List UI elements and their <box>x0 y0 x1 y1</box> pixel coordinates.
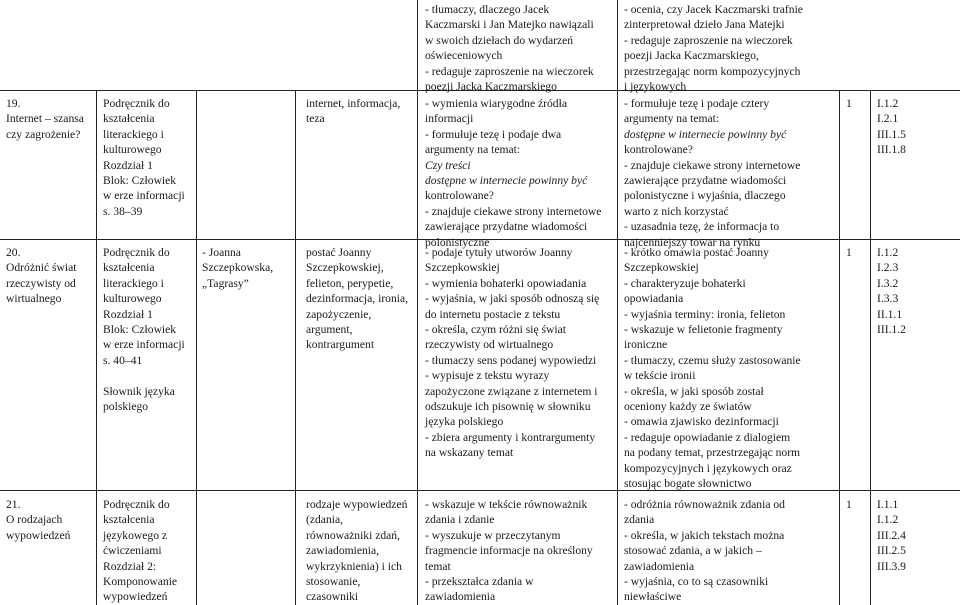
cell-line: O rodzajach <box>6 513 63 527</box>
cell-line: zawiadomienia <box>425 590 496 604</box>
cell-line: III.1.8 <box>877 143 906 157</box>
cell-line: Internet – szansa <box>6 112 84 126</box>
row-21-basic-req-cell <box>425 497 593 605</box>
cell-line: dostępne w internecie powinny być <box>624 127 787 141</box>
cell-line: - wyjaśnia, co to są czasowniki <box>624 575 769 589</box>
cell-line: II.1.1 <box>877 307 903 321</box>
cell-line: - wyjaśnia terminy: ironia, felieton <box>624 307 786 321</box>
cell-line: 1 <box>846 97 852 110</box>
cell-line: - redaguje zaproszenie na wieczorek <box>425 64 594 78</box>
cell-line: postać Joanny <box>306 246 372 259</box>
cell-line: na wskazany temat <box>425 446 514 460</box>
cell-line: wirtualnego <box>6 292 62 306</box>
cell-line: najcenniejszy towar na rynku <box>624 235 761 249</box>
top-basic-req-cell <box>425 2 594 94</box>
cell-line: odszukuje ich pisownię w słowniku <box>425 400 591 414</box>
cell-line: polskiego <box>103 400 149 414</box>
cell-line: III.3.9 <box>877 559 906 573</box>
cell-line: - redaguje zaproszenie na wieczorek <box>624 33 793 47</box>
cell-line: I.3.2 <box>877 276 899 290</box>
cell-line: - tłumaczy sens podanej wypowiedzi <box>425 353 597 367</box>
cell-line: - ocenia, czy Jacek Kaczmarski trafnie <box>624 3 803 16</box>
cell-line: 1 <box>846 246 852 259</box>
cell-line: literackiego i <box>103 127 164 141</box>
cell-line: „Tagrasy” <box>202 276 249 290</box>
cell-line: zawiadomienia <box>624 559 695 573</box>
cell-line: - krótko omawia postać Joanny <box>624 246 769 259</box>
cell-line: poezji Jacka Kaczmarskiego, <box>624 49 759 63</box>
cell-line: temat <box>425 559 451 573</box>
cell-line: dezinformacja, ironia, <box>306 292 409 306</box>
cell-line: stosować zdania, a w jakich – <box>624 544 762 558</box>
row-21-topic-cell <box>6 497 70 543</box>
cell-line: rodzaje wypowiedzeń <box>306 498 408 511</box>
column-divider <box>295 90 296 605</box>
cell-line: Szczepkowskiej <box>624 261 699 275</box>
cell-line: (zdania, <box>306 513 344 527</box>
cell-line: rzeczywisty od <box>6 276 76 290</box>
cell-line: - tłumaczy, dlaczego Jacek <box>425 3 550 16</box>
row-21-textbook-cell <box>103 497 177 605</box>
cell-line: kontrargument <box>306 338 375 352</box>
cell-line: kontrolowane? <box>624 143 693 157</box>
cell-line: III.1.5 <box>877 127 906 141</box>
cell-line: - wymienia wiarygodne źródła <box>425 97 567 110</box>
cell-line: poezji Jacka Kaczmarskiego <box>425 80 557 94</box>
cell-line: Podręcznik do <box>103 246 170 259</box>
cell-line: - redaguje opowiadanie z dialogiem <box>624 430 791 444</box>
cell-line: zdania <box>624 513 655 527</box>
cell-line: - wypisuje z tekstu wyrazy <box>425 369 550 383</box>
cell-line: - omawia zjawisko dezinformacji <box>624 415 779 429</box>
cell-line: Rozdział 1 <box>103 307 153 321</box>
cell-line: równoważniki zdań, <box>306 528 401 542</box>
cell-line: dostępne w internecie powinny być <box>425 174 588 188</box>
cell-line: i językowych <box>624 80 687 94</box>
cell-line: zdania i zdanie <box>425 513 495 527</box>
cell-line: - wskazuje w felietonie fragmenty <box>624 323 783 337</box>
cell-line: opowiadania <box>624 292 684 306</box>
cell-line <box>103 368 185 383</box>
cell-line: zawierające przydatne wiadomości <box>624 174 787 188</box>
cell-line: - przekształca zdania w <box>425 575 534 589</box>
cell-line: Szczepkowskiej <box>425 261 500 275</box>
cell-line: wykrzyknienia) i ich <box>306 559 402 573</box>
cell-line: - podaje tytuły utworów Joanny <box>425 246 573 259</box>
cell-line: - formułuje tezę i podaje dwa <box>425 127 562 141</box>
cell-line: internet, informacja, <box>306 97 401 110</box>
row-21-concepts-cell <box>306 497 407 605</box>
cell-line: argument, <box>306 323 353 337</box>
row-19-topic-cell <box>6 96 84 142</box>
cell-line: - wskazuje w tekście równoważnik <box>425 498 588 511</box>
cell-line: przestrzegając norm kompozycyjnych <box>624 64 801 78</box>
column-divider <box>96 90 97 605</box>
cell-line: I.1.2 <box>877 97 899 110</box>
row-19-curriculum-ref-cell <box>877 96 906 158</box>
cell-line: do internetu postacie z tekstu <box>425 307 561 321</box>
column-divider <box>870 90 871 605</box>
cell-line: językowego z <box>103 528 168 542</box>
cell-line: - wyjaśnia, w jaki sposób odnoszą się <box>425 292 600 306</box>
top-extended-req-cell <box>624 2 803 94</box>
column-divider <box>617 0 618 605</box>
column-divider <box>417 0 418 605</box>
cell-line: kompozycyjnych i językowych oraz <box>624 461 792 475</box>
row-21-hours-cell <box>846 497 852 512</box>
cell-line: I.1.2 <box>877 246 899 259</box>
row-20-textbook-cell <box>103 245 185 414</box>
row-19-textbook-cell <box>103 96 185 219</box>
cell-line: 19. <box>6 97 21 110</box>
cell-line: czy zagrożenie? <box>6 127 81 141</box>
cell-line: 1 <box>846 498 852 511</box>
cell-line: - zbiera argumenty i kontrargumenty <box>425 430 596 444</box>
cell-line: stosując bogate słownictwo <box>624 477 752 491</box>
cell-line: na podany temat, przestrzegając norm <box>624 446 801 460</box>
cell-line: s. 40–41 <box>103 353 143 367</box>
cell-line: zawiadomienia, <box>306 544 380 558</box>
cell-line: zapożyczenie, <box>306 307 372 321</box>
cell-line: - formułuje tezę i podaje cztery <box>624 97 770 110</box>
cell-line: kształcenia <box>103 261 155 275</box>
cell-line: czasowniki <box>306 590 359 604</box>
cell-line: - określa, w jakich tekstach można <box>624 528 785 542</box>
cell-line: - wymienia bohaterki opowiadania <box>425 276 587 290</box>
cell-line: Blok: Człowiek <box>103 323 177 337</box>
row-19-hours-cell <box>846 96 852 111</box>
cell-line: Rozdział 1 <box>103 158 153 172</box>
cell-line: wypowiedzeń <box>103 590 168 604</box>
cell-line: oświeceniowych <box>425 49 503 63</box>
row-19-concepts-cell <box>306 96 400 127</box>
cell-line: - znajduje ciekawe strony internetowe <box>425 204 602 218</box>
cell-line: I.1.1 <box>877 498 899 511</box>
cell-line: - charakteryzuje bohaterki <box>624 276 746 290</box>
cell-line: - tłumaczy, czemu służy zastosowanie <box>624 353 801 367</box>
cell-line: Rozdział 2: <box>103 559 157 573</box>
cell-line: w swoich dziełach do wydarzeń <box>425 33 574 47</box>
cell-line: warto z nich korzystać <box>624 204 729 218</box>
cell-line: Blok: Człowiek <box>103 174 177 188</box>
column-divider <box>839 90 840 605</box>
cell-line: fragmencie informacje na określony <box>425 544 593 558</box>
row-divider <box>0 490 960 491</box>
row-20-extended-req-cell <box>624 245 801 492</box>
cell-line: informacji <box>425 112 474 126</box>
cell-line: ironiczne <box>624 338 668 352</box>
cell-line: rzeczywisty od wirtualnego <box>425 338 554 352</box>
cell-line: Podręcznik do <box>103 498 170 511</box>
cell-line: felieton, perypetie, <box>306 276 394 290</box>
cell-line: kształcenia <box>103 513 155 527</box>
cell-line: Podręcznik do <box>103 97 170 110</box>
cell-line: - określa, czym różni się świat <box>425 323 567 337</box>
cell-line: języka polskiego <box>425 415 504 429</box>
row-20-readings-cell <box>202 245 273 291</box>
cell-line: kształcenia <box>103 112 155 126</box>
cell-line: kontrolowane? <box>425 189 494 203</box>
row-20-curriculum-ref-cell <box>877 245 906 337</box>
cell-line: kulturowego <box>103 292 162 306</box>
cell-line: polonistyczne <box>425 235 490 249</box>
row-20-topic-cell <box>6 245 77 307</box>
cell-line: III.2.4 <box>877 528 906 542</box>
cell-line: - znajduje ciekawe strony internetowe <box>624 158 801 172</box>
cell-line: polonistyczne i wyjaśnia, dlaczego <box>624 189 786 203</box>
cell-line: niewłaściwe <box>624 590 682 604</box>
cell-line: wypowiedzeń <box>6 528 71 542</box>
row-19-basic-req-cell <box>425 96 601 250</box>
cell-line: s. 38–39 <box>103 204 143 218</box>
cell-line: kulturowego <box>103 143 162 157</box>
cell-line: I.3.3 <box>877 292 899 306</box>
row-20-concepts-cell <box>306 245 408 353</box>
cell-line: Szczepkowska, <box>202 261 274 275</box>
row-20-basic-req-cell <box>425 245 599 461</box>
cell-line: w erze informacji <box>103 338 185 352</box>
cell-line: Słownik języka <box>103 384 175 398</box>
cell-line: Odróżnić świat <box>6 261 77 275</box>
cell-line: III.2.5 <box>877 544 906 558</box>
cell-line: w erze informacji <box>103 189 185 203</box>
cell-line: I.2.3 <box>877 261 899 275</box>
cell-line: zawierające przydatne wiadomości <box>425 220 588 234</box>
cell-line: oceniony każdy ze światów <box>624 400 752 414</box>
column-divider <box>196 90 197 605</box>
cell-line: Kaczmarski i Jan Matejko nawiązali <box>425 18 594 32</box>
cell-line: - określa, w jaki sposób został <box>624 384 764 398</box>
cell-line: teza <box>306 112 325 126</box>
cell-line: 20. <box>6 246 21 259</box>
cell-line: - uzasadnia tezę, że informacja to <box>624 220 780 234</box>
cell-line: 21. <box>6 498 21 511</box>
cell-line: argumenty na temat: <box>624 112 720 126</box>
row-20-hours-cell <box>846 245 852 260</box>
cell-line: zinterpretował dzieło Jana Matejki <box>624 18 785 32</box>
row-19-extended-req-cell <box>624 96 800 250</box>
cell-line: literackiego i <box>103 276 164 290</box>
cell-line: - Joanna <box>202 246 241 259</box>
cell-line: Komponowanie <box>103 575 178 589</box>
cell-line: Szczepkowskiej, <box>306 261 384 275</box>
cell-line: I.2.1 <box>877 112 899 126</box>
cell-line: w tekście ironii <box>624 369 696 383</box>
cell-line: I.1.2 <box>877 513 899 527</box>
cell-line: Czy treści <box>425 158 471 172</box>
row-21-curriculum-ref-cell <box>877 497 906 574</box>
cell-line: stosowanie, <box>306 575 361 589</box>
cell-line: - wyszukuje w przeczytanym <box>425 528 561 542</box>
cell-line: III.1.2 <box>877 323 906 337</box>
cell-line: argumenty na temat: <box>425 143 521 157</box>
cell-line: ćwiczeniami <box>103 544 162 558</box>
cell-line: zapożyczone związane z internetem i <box>425 384 598 398</box>
cell-line: - odróżnia równoważnik zdania od <box>624 498 785 511</box>
row-21-extended-req-cell <box>624 497 785 605</box>
